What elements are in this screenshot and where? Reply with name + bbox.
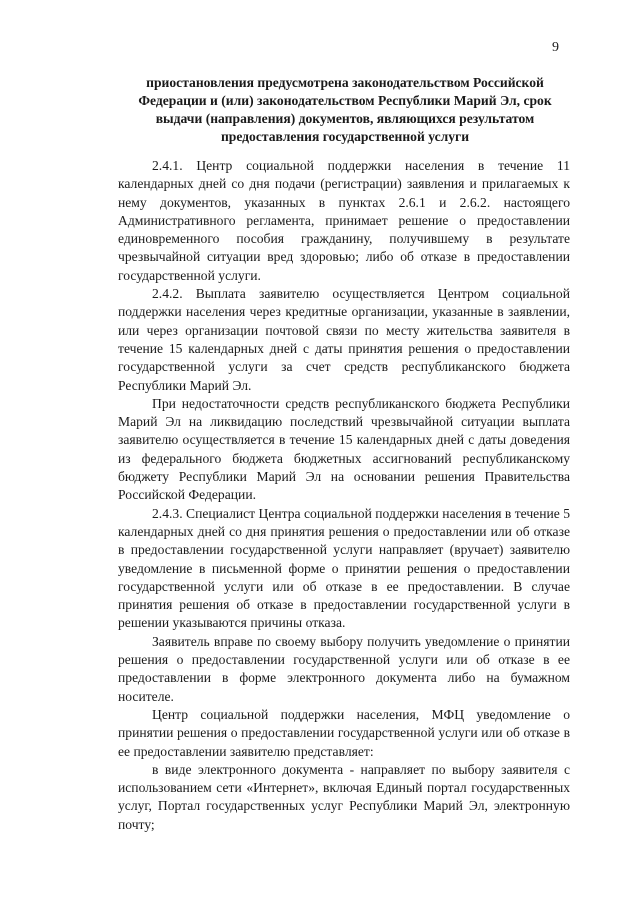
paragraph-2-4-1: 2.4.1. Центр социальной поддержки населения в течение 11 календарных дней со дня подачи (регистрации) заявления и прилагаемых к нему документов, указанных в пунктах 2.6.1 и 2.6.2. настоящего Административного регламента, принимает решение о предоставлении единовременного пособия гражданину, получившему в результате чрезвычайной ситуации вред здоровью; либо об отказе в предоставлении государственной услуги. (118, 158, 570, 283)
page-number: 9 (552, 40, 559, 55)
paragraph-2-4-2: 2.4.2. Выплата заявителю осуществляется Центром социальной поддержки населения через кредитные организации, указанные в заявлении, или через организации почтовой связи по месту жительства заявителя в течение 15 календарных дней с даты принятия решения о предоставлении государственной услуги за счет средств республиканского бюджета Республики Марий Эл. (118, 286, 570, 393)
body-text (118, 157, 570, 834)
paragraph-budget-shortfall: При недостаточности средств республиканского бюджета Республики Марий Эл на ликвидацию последствий чрезвычайной ситуации выплата заявителю осуществляется в течение 15 календарных дней с даты доведения из федерального бюджета бюджетных ассигнований республиканскому бюджету Республики Марий Эл на основании решения Правительства Российской Федерации. (118, 395, 570, 503)
section-heading: приостановления предусмотрена законодательством Российской Федерации и (или) законодательством Республики Марий Эл, срок выдачи (направления) документов, являющихся результатом предоставления государственной услуги (138, 75, 552, 144)
paragraph-notification-choice: Заявитель вправе по своему выбору получить уведомление о принятии решения о предоставлении государственной услуги или об отказе в ее предоставлении в форме электронного документа либо на бумажном носителе. (118, 633, 570, 704)
paragraph-2-4-3: 2.4.3. Специалист Центра социальной поддержки населения в течение 5 календарных дней со дня принятия решения о предоставлении или об отказе в предоставлении государственной услуги направляет (вручает) заявителю уведомление в письменной форме о принятии решения о предоставлении государственной услуги или об отказе в ее предоставлении. В случае принятия решения об отказе в предоставлении государственной услуги в решении указываются причины отказа. (118, 505, 570, 631)
paragraph-notification-delivery: Центр социальной поддержки населения, МФЦ уведомление о принятии решения о предоставлении государственной услуги или об отказе в ее предоставлении заявителю представляет: (118, 706, 570, 759)
paragraph-electronic-document: в виде электронного документа - направляет по выбору заявителя с использованием сети «Интернет», включая Единый портал государственных услуг, Портал государственных услуг Республики Марий Эл, электронную почту; (118, 761, 570, 832)
